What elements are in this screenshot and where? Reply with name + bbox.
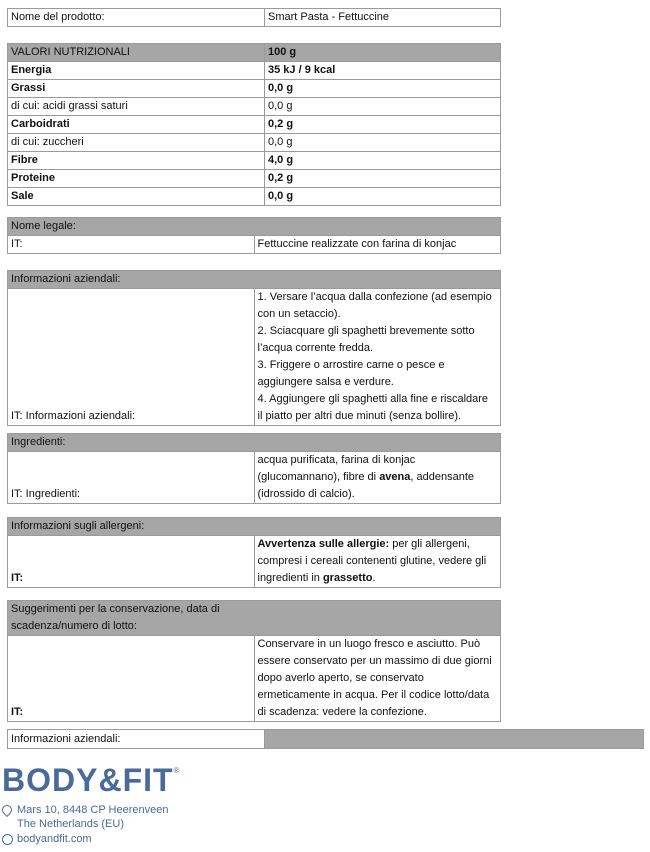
allergens-line: compresi i cereali contenenti glutine, vedere gli — [257, 555, 487, 567]
ingredients-text-part: , addensante — [410, 471, 475, 483]
address-line-2: The Netherlands (EU) — [17, 818, 124, 830]
bodyfit-logo — [2, 762, 180, 799]
storage-title — [8, 601, 501, 636]
nutrient-value: 0,0 g — [265, 80, 501, 98]
allergens-table — [7, 517, 501, 588]
ingredients-table — [7, 433, 501, 504]
logo-text: BODY&FIT — [2, 762, 174, 798]
nutrient-value: 0,2 g — [265, 116, 501, 134]
product-label: Nome del prodotto: — [8, 9, 265, 27]
nutrient-value: 0,0 g — [265, 188, 501, 206]
ingredients-text-part: (glucomannano), fibre di — [257, 471, 380, 483]
legal-table — [7, 217, 501, 254]
allergens-text-part: per gli allergeni, — [389, 538, 470, 550]
product-table — [7, 8, 501, 27]
nutrient-label: Fibre — [8, 152, 265, 170]
ingredients-line: acqua purificata, farina di konjac — [257, 454, 416, 466]
ingredients-line — [258, 469, 498, 486]
address-line: Mars 10, 8448 CP Heerenveen — [17, 804, 169, 816]
allergens-title: Informazioni sugli allergeni: — [8, 518, 501, 536]
nutrient-value: 0,0 g — [265, 98, 501, 116]
nutrient-label: di cui: acidi grassi saturi — [8, 98, 265, 116]
storage-line: di scadenza: vedere la confezione. — [257, 706, 427, 718]
footer-company-label: Informazioni aziendali: — [8, 730, 265, 748]
website-block — [2, 832, 92, 846]
legal-title: Nome legale: — [8, 218, 501, 236]
nutrient-value: 0,2 g — [265, 170, 501, 188]
allergens-it-label: IT: — [8, 536, 255, 588]
company-table — [7, 270, 501, 426]
product-value: Smart Pasta - Fettuccine — [265, 9, 501, 27]
logo-registered-mark: ® — [173, 766, 181, 775]
company-it-label: IT: Informazioni aziendali: — [8, 289, 255, 426]
nutrient-label: Grassi — [8, 80, 265, 98]
ingredients-text — [254, 452, 501, 504]
nutrition-header-label: VALORI NUTRIZIONALI — [8, 44, 265, 62]
nutrient-label: di cui: zuccheri — [8, 134, 265, 152]
storage-title-line: Suggerimenti per la conservazione, data di — [11, 603, 220, 615]
allergy-warning-label: Avvertenza sulle allergie: — [257, 538, 390, 550]
storage-text — [254, 636, 501, 722]
storage-title-line: scadenza/numero di lotto: — [11, 620, 137, 632]
allergens-line — [258, 536, 498, 553]
footer-company-bar — [7, 729, 644, 749]
nutrient-value: 0,0 g — [265, 134, 501, 152]
company-instructions — [254, 289, 501, 426]
storage-line: ermeticamente in acqua. Per il codice lotto/data — [257, 689, 490, 701]
footer-company-fill — [265, 730, 643, 748]
nutrient-label: Proteine — [8, 170, 265, 188]
storage-table — [7, 600, 501, 722]
company-title: Informazioni aziendali: — [8, 271, 501, 289]
instruction-line: 3. Friggere o arrostire carne o pesce e — [257, 359, 445, 371]
nutrient-label: Energia — [8, 62, 265, 80]
legal-value: Fettuccine realizzate con farina di konjac — [254, 236, 501, 254]
instruction-line: con un setaccio). — [257, 308, 341, 320]
storage-line: essere conservato per un massimo di due giorni — [257, 655, 492, 667]
globe-icon — [2, 834, 13, 845]
legal-it-label: IT: — [8, 236, 255, 254]
allergens-text-part: . — [372, 572, 376, 584]
allergens-line — [258, 570, 498, 587]
nutrient-value: 4,0 g — [265, 152, 501, 170]
nutrient-label: Carboidrati — [8, 116, 265, 134]
instruction-line: 2. Sciacquare gli spaghetti brevemente sotto — [257, 325, 475, 337]
allergen-highlight: avena — [379, 471, 411, 483]
ingredients-it-label: IT: Ingredienti: — [8, 452, 255, 504]
nutrition-table — [7, 43, 501, 206]
bold-word: grassetto — [322, 572, 373, 584]
allergens-text-part: ingredienti in — [257, 572, 323, 584]
nutrient-value: 35 kJ / 9 kcal — [265, 62, 501, 80]
instruction-line: aggiungere salsa e verdure. — [257, 376, 394, 388]
instruction-line: l’acqua corrente fredda. — [257, 342, 374, 354]
storage-it-label: IT: — [8, 636, 255, 722]
storage-line: Conservare in un luogo fresco e asciutto. Può — [257, 638, 481, 650]
instruction-line: il piatto per altri due minuti (senza bollire). — [257, 410, 462, 422]
storage-line: dopo averlo aperto, se conservato — [257, 672, 424, 684]
website-link[interactable]: bodyandfit.com — [17, 833, 92, 845]
nutrient-label: Sale — [8, 188, 265, 206]
instruction-line: 4. Aggiungere gli spaghetti alla fine e riscaldare — [257, 393, 489, 405]
ingredients-title: Ingredienti: — [8, 434, 501, 452]
instruction-line: 1. Versare l’acqua dalla confezione (ad esempio — [257, 291, 492, 303]
ingredients-line: (idrossido di calcio). — [257, 488, 355, 500]
location-pin-icon — [0, 803, 14, 817]
address-block — [2, 803, 168, 817]
allergens-text — [254, 536, 501, 588]
nutrition-header-value: 100 g — [265, 44, 501, 62]
